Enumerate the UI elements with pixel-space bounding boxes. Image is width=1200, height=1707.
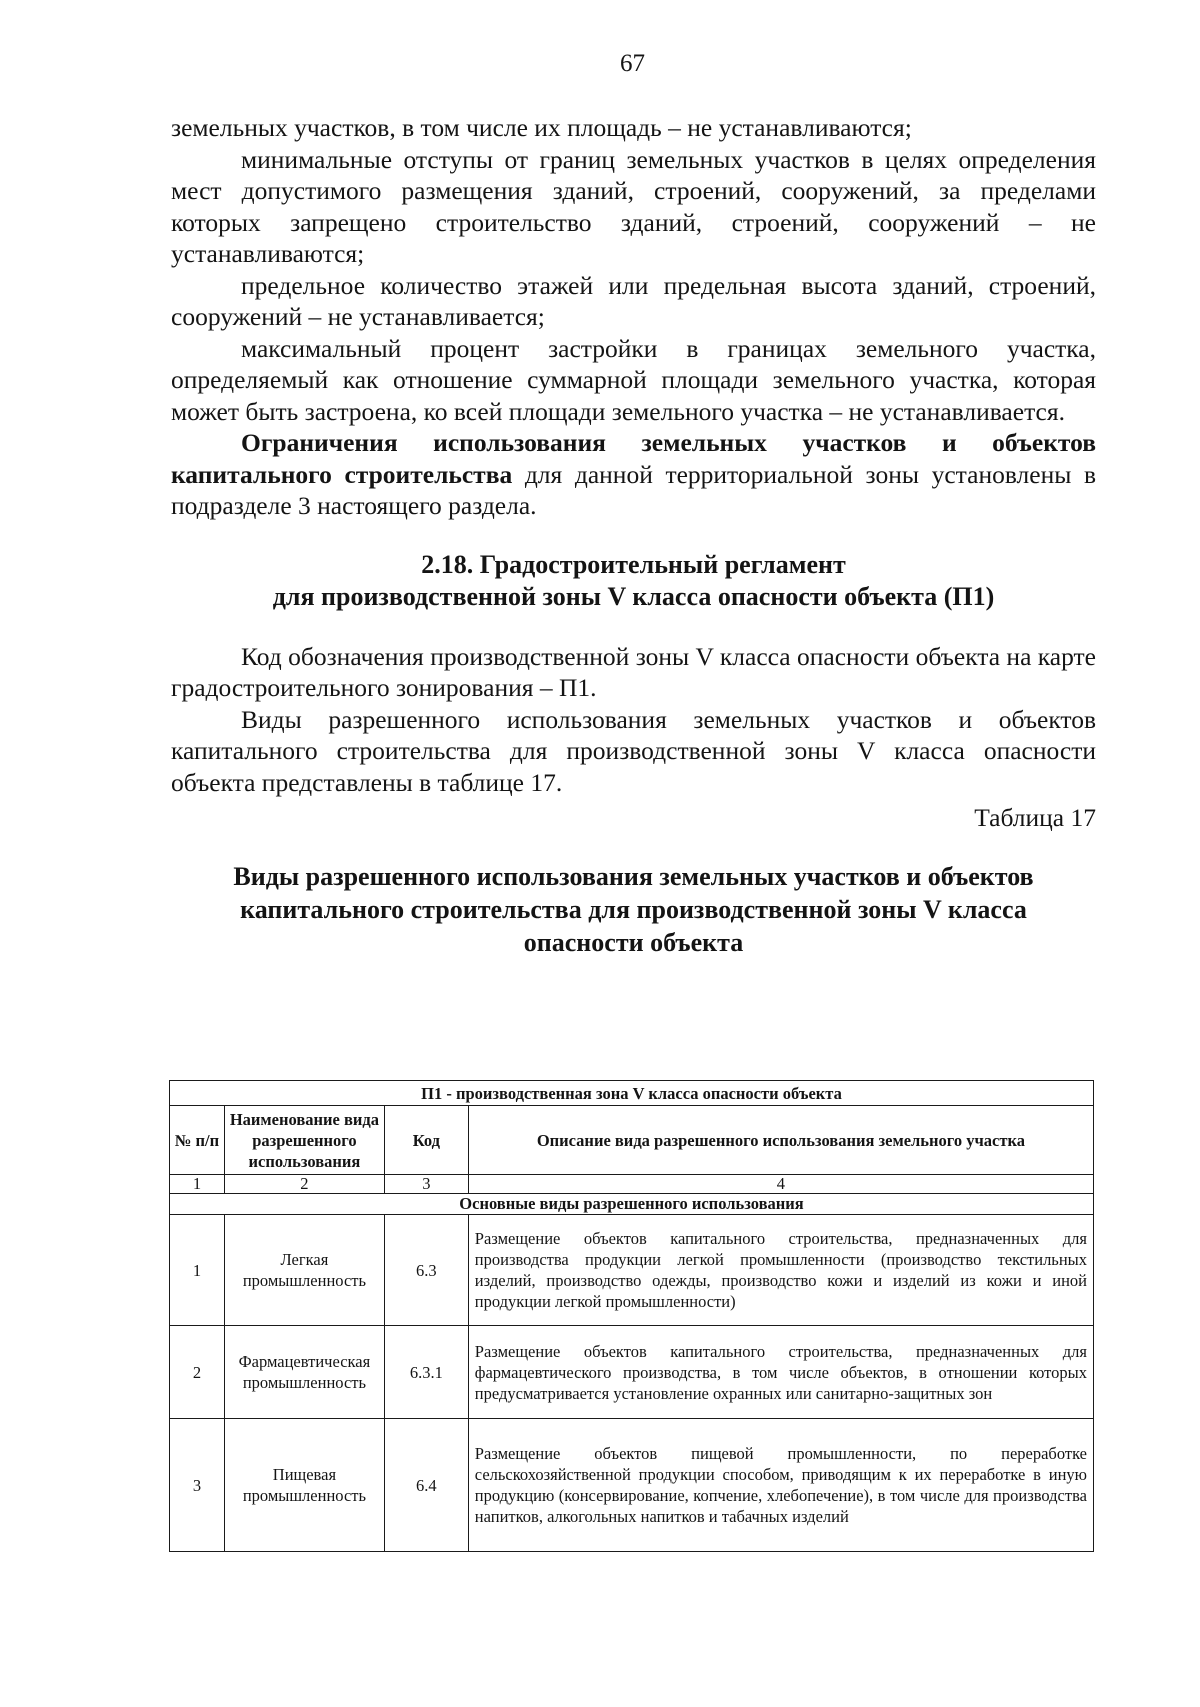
row-use-name: Фармацевтическая промышленность: [224, 1326, 384, 1419]
row-use-description: Размещение объектов капитального строительства, предназначенных для производства продукции легкой промышленности (производство текстильных изделий, производство одежды, производство кожи и изделий из кожи и иной продукции легкой промышленности): [468, 1215, 1093, 1326]
column-number-2: 2: [224, 1175, 384, 1194]
document-body: [171, 112, 1096, 959]
paragraph-land-area: земельных участков, в том числе их площадь – не устанавливаются;: [171, 113, 912, 142]
row-use-name: Пищевая промышленность: [224, 1419, 384, 1552]
section-heading: [171, 549, 1096, 613]
table-title: Виды разрешенного использования земельных участков и объектов капитального строительства для производственной зоны V класса опасности объекта: [233, 861, 1034, 957]
column-header-name: Наименование вида разрешенного использования: [224, 1106, 384, 1175]
page-number: 67: [620, 50, 645, 77]
row-number: 2: [170, 1326, 225, 1419]
table-column-header-row: [170, 1106, 1094, 1175]
column-header-description: Описание вида разрешенного использования земельного участка: [468, 1106, 1093, 1175]
paragraph-setbacks: минимальные отступы от границ земельных участков в целях определения мест допустимого размещения зданий, строений, сооружений, за пределами которых запрещено строительство зданий, строений, сооружений – не устанавливаются;: [171, 144, 1096, 268]
land-use-table: [169, 1080, 1094, 1552]
column-header-code: Код: [384, 1106, 468, 1175]
row-use-code: 6.4: [384, 1419, 468, 1552]
section-title-line-2: для производственной зоны V класса опасности объекта (П1): [272, 581, 995, 611]
restrictions-rest: для данной территориальной зоны установлены в подразделе 3 настоящего раздела.: [171, 459, 1097, 520]
paragraph-coverage: максимальный процент застройки в границах земельного участка, определяемый как отношение суммарной площади земельного участка, которая может быть застроена, ко всей площади земельного участка – не устанавливается.: [171, 333, 1096, 426]
restrictions-bold: Ограничения использования земельных участков и объектов капитального строительства: [171, 428, 1096, 489]
table-zone-header: П1 - производственная зона V класса опасности объекта: [170, 1081, 1094, 1106]
column-header-num: № п/п: [170, 1106, 225, 1175]
row-number: 1: [170, 1215, 225, 1326]
table-column-number-row: [170, 1175, 1094, 1194]
section-title-line-1: 2.18. Градостроительный регламент: [421, 549, 846, 579]
paragraph-table-reference: Виды разрешенного использования земельных участков и объектов капитального строительства для производственной зоны V класса опасности объекта представлены в таблице 17.: [171, 704, 1096, 797]
row-use-description: Размещение объектов пищевой промышленности, по переработке сельскохозяйственной продукции способом, приводящим к их переработке в иную продукцию (консервирование, копчение, хлебопечение), в том числе для производства напитков, алкогольных напитков и табачных изделий: [468, 1419, 1093, 1552]
row-use-description: Размещение объектов капитального строительства, предназначенных для фармацевтического производства, в том числе объектов, в отношении которых предусматривается установление охранных или санитарно-защитных зон: [468, 1326, 1093, 1419]
paragraph-zone-code: Код обозначения производственной зоны V класса опасности объекта на карте градостроительного зонирования – П1.: [171, 641, 1096, 702]
table-row: [170, 1419, 1094, 1552]
column-number-1: 1: [170, 1175, 225, 1194]
row-use-code: 6.3: [384, 1215, 468, 1326]
row-number: 3: [170, 1419, 225, 1552]
row-use-name: Легкая промышленность: [224, 1215, 384, 1326]
paragraph-floors: предельное количество этажей или предельная высота зданий, строений, сооружений – не устанавливается;: [171, 270, 1096, 331]
table-zone-header-row: [170, 1081, 1094, 1106]
column-number-4: 4: [468, 1175, 1093, 1194]
table-label: Таблица 17: [974, 803, 1096, 832]
column-number-3: 3: [384, 1175, 468, 1194]
table-row: [170, 1215, 1094, 1326]
table-group-header: Основные виды разрешенного использования: [170, 1194, 1094, 1215]
row-use-code: 6.3.1: [384, 1326, 468, 1419]
table-row: [170, 1326, 1094, 1419]
table-group-header-row: [170, 1194, 1094, 1215]
paragraph-restrictions: [171, 427, 1096, 522]
